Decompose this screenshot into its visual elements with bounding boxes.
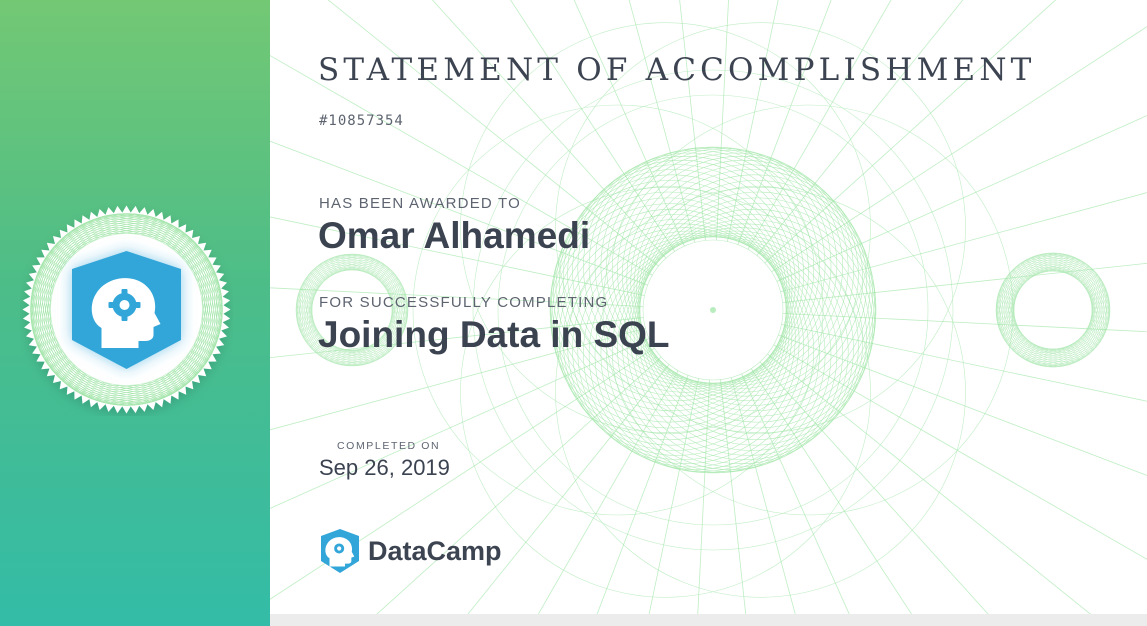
completed-on-label: COMPLETED ON (337, 440, 441, 452)
datacamp-shield-head-gear-icon (319, 528, 361, 574)
certificate-title: STATEMENT OF ACCOMPLISHMENT (318, 52, 1036, 88)
seal-badge (20, 203, 233, 416)
recipient-name: Omar Alhamedi (318, 215, 591, 256)
course-title: Joining Data in SQL (318, 314, 670, 355)
certificate-text (270, 0, 1147, 614)
certificate-card (270, 0, 1147, 614)
brand-name: DataCamp (368, 535, 502, 566)
completed-date: Sep 26, 2019 (319, 455, 450, 480)
awarded-label: HAS BEEN AWARDED TO (319, 195, 522, 212)
certificate-id: #10857354 (319, 113, 404, 129)
completing-label: FOR SUCCESSFULLY COMPLETING (319, 294, 609, 311)
datacamp-logo (319, 528, 502, 574)
left-color-band (0, 0, 270, 626)
